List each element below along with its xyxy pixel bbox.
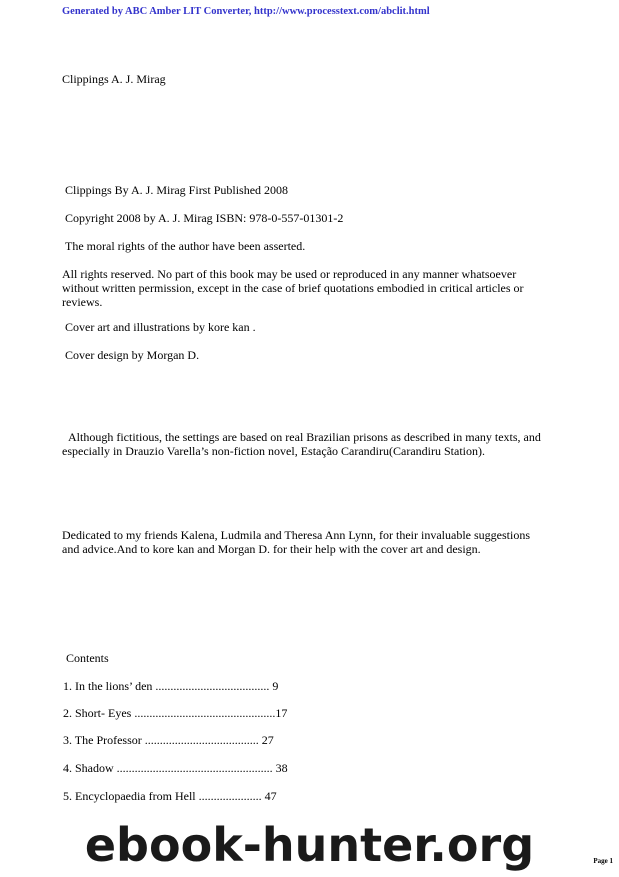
cover-design-line: Cover design by Morgan D.	[65, 348, 200, 362]
generator-header: Generated by ABC Amber LIT Converter, http://www.processtext.com/abclit.html	[62, 6, 430, 17]
watermark-logo: ebook-hunter.org	[84, 818, 535, 872]
cover-art-line: Cover art and illustrations by kore kan .	[65, 320, 256, 334]
toc-item: 5. Encyclopaedia from Hell ..................... 47	[63, 789, 277, 803]
published-line: Clippings By A. J. Mirag First Published 2008	[62, 183, 289, 197]
toc-item: 3. The Professor ...................................... 27	[63, 733, 274, 747]
moral-rights-line: The moral rights of the author have been asserted.	[65, 239, 306, 253]
page-number: Page 1	[593, 857, 613, 865]
settings-note-paragraph: Although fictitious, the settings are based on real Brazilian prisons as described in many texts, and especially in Drauzio Varella’s non-fiction novel, Estação Carandiru(Carandiru Station).	[62, 430, 544, 458]
toc-item: 4. Shadow .................................................... 38	[63, 761, 288, 775]
toc-item: 2. Short- Eyes ...............................................17	[63, 706, 288, 720]
rights-reserved-paragraph: All rights reserved. No part of this book may be used or reproduced in any manner whatsoever without written permission, except in the case of brief quotations embodied in critical articles or reviews.	[62, 267, 527, 309]
toc-item: 1. In the lions’ den ...................................... 9	[63, 679, 279, 693]
contents-heading: Contents	[63, 651, 109, 665]
dedication-paragraph: Dedicated to my friends Kalena, Ludmila and Theresa Ann Lynn, for their invaluable suggestions and advice.And to kore kan and Morgan D. for their help with the cover art and design.	[62, 528, 533, 556]
title-line: Clippings A. J. Mirag	[62, 72, 166, 86]
copyright-line: Copyright 2008 by A. J. Mirag ISBN: 978-0-557-01301-2	[65, 211, 344, 225]
